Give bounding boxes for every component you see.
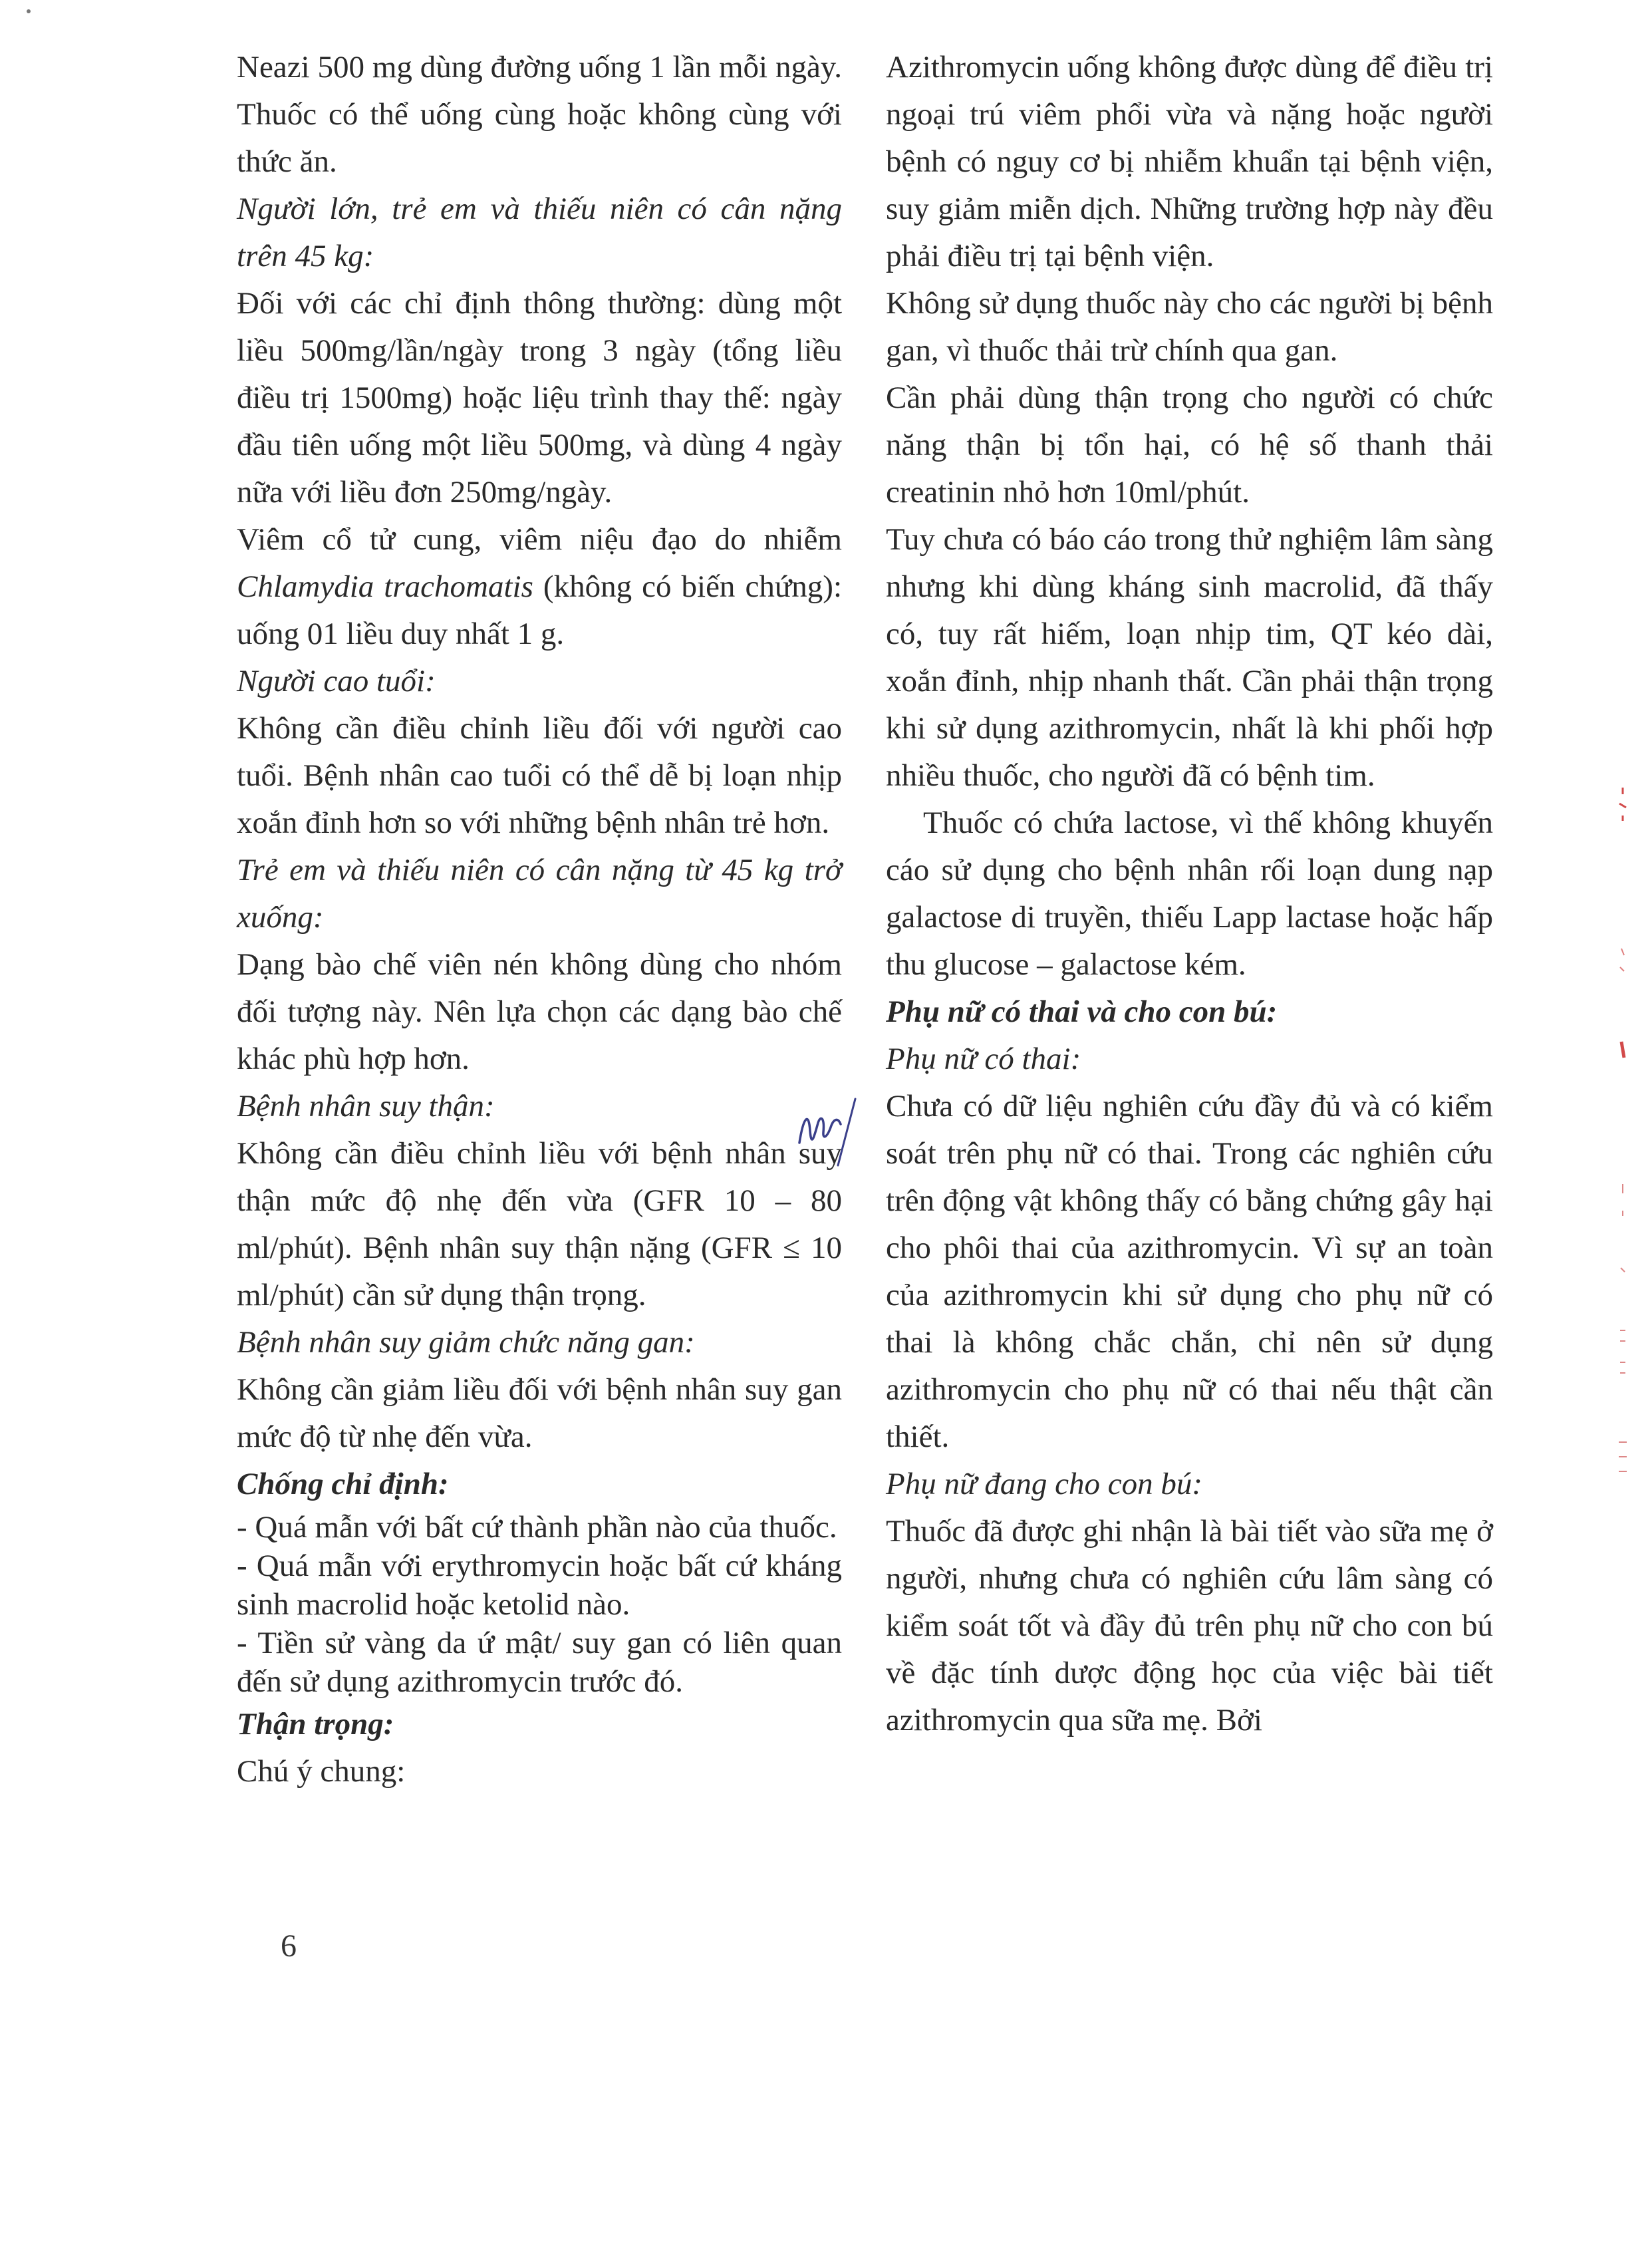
- kidney-paragraph: Cần phải dùng thận trọng cho người có chức năng thận bị tổn hại, có hệ số thanh thải creatinin nhỏ hơn 10ml/phút.: [886, 380, 1493, 510]
- hepatic-paragraph: Không cần giảm liều đối với bệnh nhân suy gan mức độ từ nhẹ đến vừa.: [237, 1372, 842, 1454]
- elderly-paragraph: Không cần điều chỉnh liều đối với người cao tuổi. Bệnh nhân cao tuổi có thể dễ bị loạn nhịp xoắn đỉnh hơn so với những bệnh nhân trẻ hơn.: [237, 711, 842, 840]
- pregnant-heading: Phụ nữ có thai:: [886, 1042, 1081, 1076]
- children-heading: Trẻ em và thiếu niên có cân nặng từ 45 kg trở xuống:: [237, 853, 842, 935]
- caution-paragraph: Chú ý chung:: [237, 1754, 406, 1789]
- renal-paragraph: Không cần điều chỉnh liều với bệnh nhân suy thận mức độ nhẹ đến vừa (GFR 10 – 80 ml/phút). Bệnh nhân suy thận nặng (GFR ≤ 10 ml/phút) cần sử dụng thận trọng.: [237, 1136, 842, 1312]
- chlamydia-text-2: (không có biến chứng): uống 01 liều duy nhất 1 g.: [237, 569, 843, 651]
- pregnant-paragraph: Chưa có dữ liệu nghiên cứu đầy đủ và có kiểm soát trên phụ nữ có thai. Trong các nghiên cứu trên động vật không thấy có bằng chứng gây hại cho phôi thai của azithromycin. Vì sự an toàn của azithromycin khi sử dụng cho phụ nữ có thai là không chắc chắn, chỉ nên sử dụng azithromycin cho phụ nữ có thai nếu thật cần thiết.: [886, 1089, 1493, 1454]
- contraindication-item: - Quá mẫn với bất cứ thành phần nào của thuốc.: [237, 1510, 837, 1545]
- right-column: [886, 44, 1493, 1744]
- adults-paragraph: Đối với các chỉ định thông thường: dùng một liều 500mg/lần/ngày trong 3 ngày (tổng liều điều trị 1500mg) hoặc liệu trình thay thế: ngày đầu tiên uống một liều 500mg, và dùng 4 ngày nữa với liều đơn 250mg/ngày.: [237, 286, 842, 510]
- elderly-heading: Người cao tuổi:: [237, 664, 436, 698]
- children-paragraph: Dạng bào chế viên nén không dùng cho nhóm đối tượng này. Nên lựa chọn các dạng bào chế khác phù hợp hơn.: [237, 947, 842, 1076]
- scan-edge-mark: [1616, 785, 1629, 825]
- liver-paragraph: Không sử dụng thuốc này cho các người bị bệnh gan, vì thuốc thải trừ chính qua gan.: [886, 286, 1493, 368]
- scan-edge-mark: [1616, 1184, 1629, 1503]
- dosage-intro: Neazi 500 mg dùng đường uống 1 lần mỗi ngày. Thuốc có thể uống cùng hoặc không cùng với thức ăn.: [237, 50, 842, 179]
- chlamydia-species: Chlamydia trachomatis: [237, 569, 533, 604]
- outpatient-paragraph: Azithromycin uống không được dùng để điều trị ngoại trú viêm phổi vừa và nặng hoặc người bệnh có nguy cơ bị nhiễm khuẩn tại bệnh viện, suy giảm miễn dịch. Những trường hợp này đều phải điều trị tại bệnh viện.: [886, 50, 1493, 273]
- page-number: 6: [281, 1928, 297, 1964]
- signature-mark: [791, 1091, 885, 1171]
- breastfeeding-heading: Phụ nữ đang cho con bú:: [886, 1467, 1202, 1501]
- scan-edge-mark: [1616, 1038, 1629, 1064]
- scan-edge-mark: [1616, 945, 1629, 984]
- contraindication-item: - Tiền sử vàng da ứ mật/ suy gan có liên quan đến sử dụng azithromycin trước đó.: [237, 1626, 842, 1699]
- chlamydia-text-1: Viêm cổ tử cung, viêm niệu đạo do nhiễm: [237, 522, 842, 557]
- left-column: [237, 44, 842, 1795]
- contraindications-heading: Chống chỉ định:: [237, 1467, 449, 1501]
- caution-heading: Thận trọng:: [237, 1707, 394, 1741]
- breastfeeding-paragraph: Thuốc đã được ghi nhận là bài tiết vào sữa mẹ ở người, nhưng chưa có nghiên cứu lâm sàng có kiểm soát tốt và đầy đủ trên phụ nữ cho con bú về đặc tính dược động học của việc bài tiết azithromycin qua sữa mẹ. Bởi: [886, 1514, 1493, 1737]
- pregnancy-heading: Phụ nữ có thai và cho con bú:: [886, 994, 1278, 1029]
- hepatic-heading: Bệnh nhân suy giảm chức năng gan:: [237, 1325, 695, 1360]
- scan-dot: [27, 9, 31, 13]
- lactose-paragraph: Thuốc có chứa lactose, vì thế không khuyến cáo sử dụng cho bệnh nhân rối loạn dung nạp galactose di truyền, thiếu Lapp lactase hoặc hấp thu glucose – galactose kém.: [886, 806, 1493, 982]
- contraindication-item: - Quá mẫn với erythromycin hoặc bất cứ kháng sinh macrolid hoặc ketolid nào.: [237, 1549, 842, 1622]
- arrhythmia-paragraph: Tuy chưa có báo cáo trong thử nghiệm lâm sàng nhưng khi dùng kháng sinh macrolid, đã thấy có, tuy rất hiếm, loạn nhịp tim, QT kéo dài, xoắn đỉnh, nhịp nhanh thất. Cần phải thận trọng khi sử dụng azithromycin, nhất là khi phối hợp nhiều thuốc, cho người đã có bệnh tim.: [886, 522, 1493, 793]
- renal-heading: Bệnh nhân suy thận:: [237, 1089, 495, 1124]
- chlamydia-paragraph: [237, 516, 842, 658]
- adults-heading: Người lớn, trẻ em và thiếu niên có cân nặng trên 45 kg:: [237, 192, 842, 273]
